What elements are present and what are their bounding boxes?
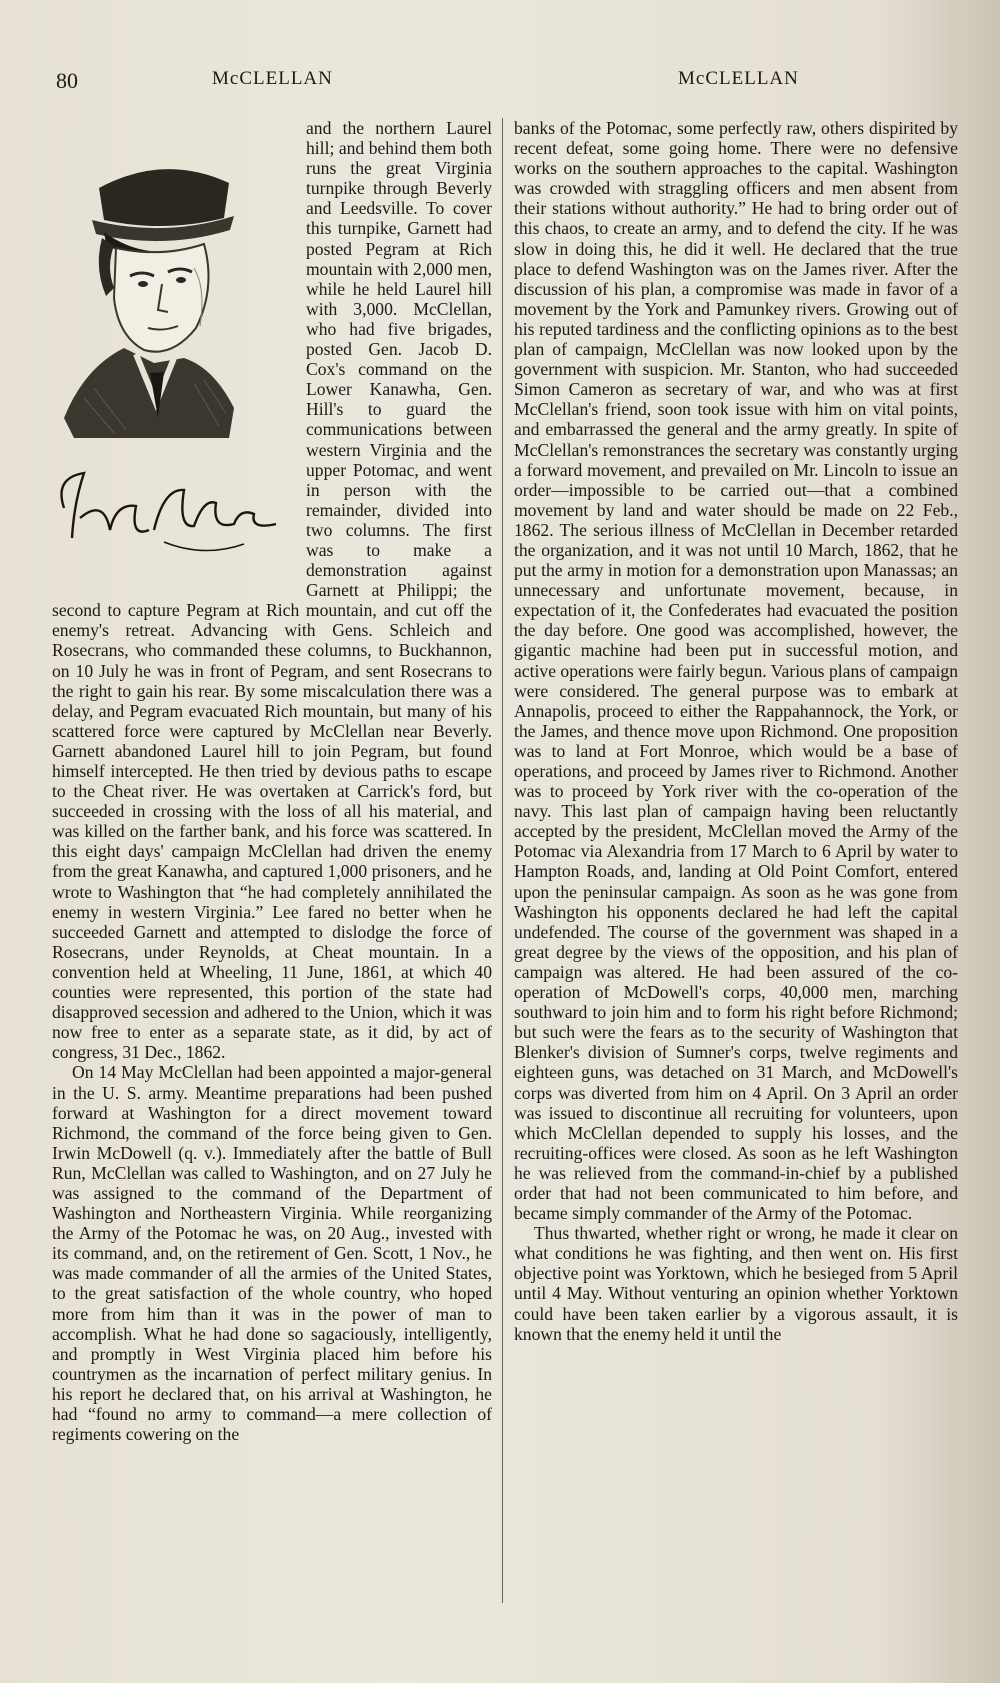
hair-side	[99, 238, 114, 296]
portrait-engraving	[44, 158, 294, 598]
eye-left	[138, 281, 148, 287]
cap-crown	[99, 169, 229, 226]
left-paragraph-1: and the northern Laurel hill; and behind them both runs the great Virginia turnpike through Beverly and Leedsville. To cover this turnpike, Garnett had posted Pegram at Rich mountain with 2,000 men, while he held Laurel hill with 3,000. McClellan, who had five brigades, posted Gen. Jacob D. Cox's command on the Lower Kanawha, Gen. Hill's to guard the communications between western Virginia and the upper Potomac, and went in person with the remainder, divided into two columns. The first was to make a demonstration against Garnett at Philippi; the second to capture Pegram at Rich mountain, and cut off the enemy's retreat. Advancing with Gens. Schleich and Rosecrans, who commanded these columns, to Buckhannon, on 10 July he was in front of Pegram, and sent Rosecrans to the right to gain his rear. By some miscalculation there was a delay, and Pegram evacuated Rich mountain, but many of his scattered force were captured by McClellan near Beverly. Garnett abandoned Laurel hill to join Pegram, but found himself intercepted. He then tried by devious paths to escape to the Cheat river. He was overtaken at Carrick's ford, but succeeded in crossing with the loss of all his material, and was killed on the farther bank, and his force was scattered. In this eight days' campaign McClellan had driven the enemy from the great Kanawha, and captured 1,000 prisoners, and he wrote to Washington that “he had completely annihilated the enemy in western Virginia.” Lee fared no better when he succeeded Garnett and attempted to dislodge the force of Rosecrans, under Reynolds, at Cheat mountain. In a convention held at Wheeling, 11 June, 1861, at which 40 counties were represented, this portion of the state had disapproved secession and adhered to the Union, which it was now free to enter as a separate state, as it did, by act of congress, 31 Dec., 1862.	[52, 118, 492, 1063]
left-paragraph-2: On 14 May McClellan had been appointed a major-general in the U. S. army. Meantime preparations had been pushed forward at Washington for a direct movement toward Richmond, the command of the force being given to Gen. Irwin McDowell (q. v.). Immediately after the battle of Bull Run, McClellan was called to Washington, and on 27 July he was assigned to the command of the Department of Washington and Northeastern Virginia. While reorganizing the Army of the Potomac he was, on 20 Aug., invested with its command, and, on the retirement of Gen. Scott, 1 Nov., he was made commander of all the armies of the United States, to the great satisfaction of the whole country, who hoped more from him than it was in the power of man to accomplish. What he had done so sagaciously, intelligently, and promptly in West Virginia placed him before his countrymen as the incarnation of perfect military genius. In his report he declared that, on his arrival at Washington, he had “found no army to command—a mere collection of regiments cowering on the	[52, 1062, 492, 1445]
column-rule	[502, 118, 503, 1603]
signature	[62, 473, 277, 551]
eye-right	[176, 277, 186, 283]
left-column	[52, 118, 492, 1444]
right-column	[514, 118, 958, 1344]
right-paragraph-2: Thus thwarted, whether right or wrong, he made it clear on what conditions he was fighting, and then went on. His first objective point was Yorktown, which he besieged from 5 April until 4 May. Without venturing an opinion whether Yorktown could have been taken earlier by a vigorous assault, it is known that the enemy held it until the	[514, 1223, 958, 1344]
running-head-left: McCLELLAN	[212, 68, 333, 89]
right-paragraph-1: banks of the Potomac, some perfectly raw, others dispirited by recent defeat, some going home. There were no defensive works on the southern approaches to the capital. Washington was crowded with straggling officers and men absent from their stations without authority.” He had to bring order out of this chaos, to create an army, and to defend the city. If he was slow in doing this, he did it well. He declared that the true place to defend Washington was on the James river. After the discussion of his plan, a compromise was made in favor of a movement by the York and Pamunkey rivers. Growing out of his reputed tardiness and the conflicting opinions as to the best plan of campaign, McClellan was now looked upon by the government with suspicion. Mr. Stanton, who had succeeded Simon Cameron as secretary of war, and who was at first McClellan's friend, soon took issue with him on vital points, and embarrassed the general and the army greatly. In spite of McClellan's remonstrances the secretary was constantly urging a forward movement, and prevailed on Mr. Lincoln to issue an order—impossible to be carried out—that a combined movement by land and water should be made on 22 Feb., 1862. The serious illness of McClellan in December retarded the organization, and it was not until 10 March, 1862, that he put the army in motion for a demonstration upon Manassas; an unnecessary and unfortunate movement, because, in expectation of it, the Confederates had evacuated the position the day before. One good was accomplished, however, the gigantic machine had been put in successful motion, and active operations were fairly begun. Various plans of campaign were considered. The general purpose was to embark at Annapolis, proceed to either the Rappahannock, the York, or the James, and thence move upon Richmond. One proposition was to land at Fort Monroe, which would be a base of operations, and proceed by James river to Richmond. Another was to proceed by York river with the co-operation of the navy. This last plan of campaign having been reluctantly accepted by the president, McClellan moved the Army of the Potomac via Alexandria from 17 March to 6 April by water to Hampton Roads, and, landing at Old Point Comfort, entered upon the peninsular campaign. As soon as he was gone from Washington his opponents declared he had left the capital undefended. The course of the government was shaped in a great degree by the views of the opposition, and his plan of campaign was altered. He had been assured of the co-operation of McDowell's corps, 40,000 men, marching southward to join him and to form his right before Richmond; but such were the fears as to the security of Washington that Blenker's division of Sumner's corps, twelve regiments and eighteen guns, was detached on 31 March, and McDowell's corps was diverted from him on 4 April. On 3 April an order was issued to discontinue all recruiting for volunteers, upon which McClellan depended to supply his losses, and the recruiting-offices were closed. As soon as he left Washington he was relieved from the command-in-chief by a published order that had not been communicated to him before, and became simply commander of the Army of the Potomac.	[514, 118, 958, 1224]
portrait-figure	[44, 158, 294, 598]
page-number: 80	[56, 68, 78, 93]
face	[114, 244, 209, 352]
running-head-right: McCLELLAN	[678, 68, 799, 89]
